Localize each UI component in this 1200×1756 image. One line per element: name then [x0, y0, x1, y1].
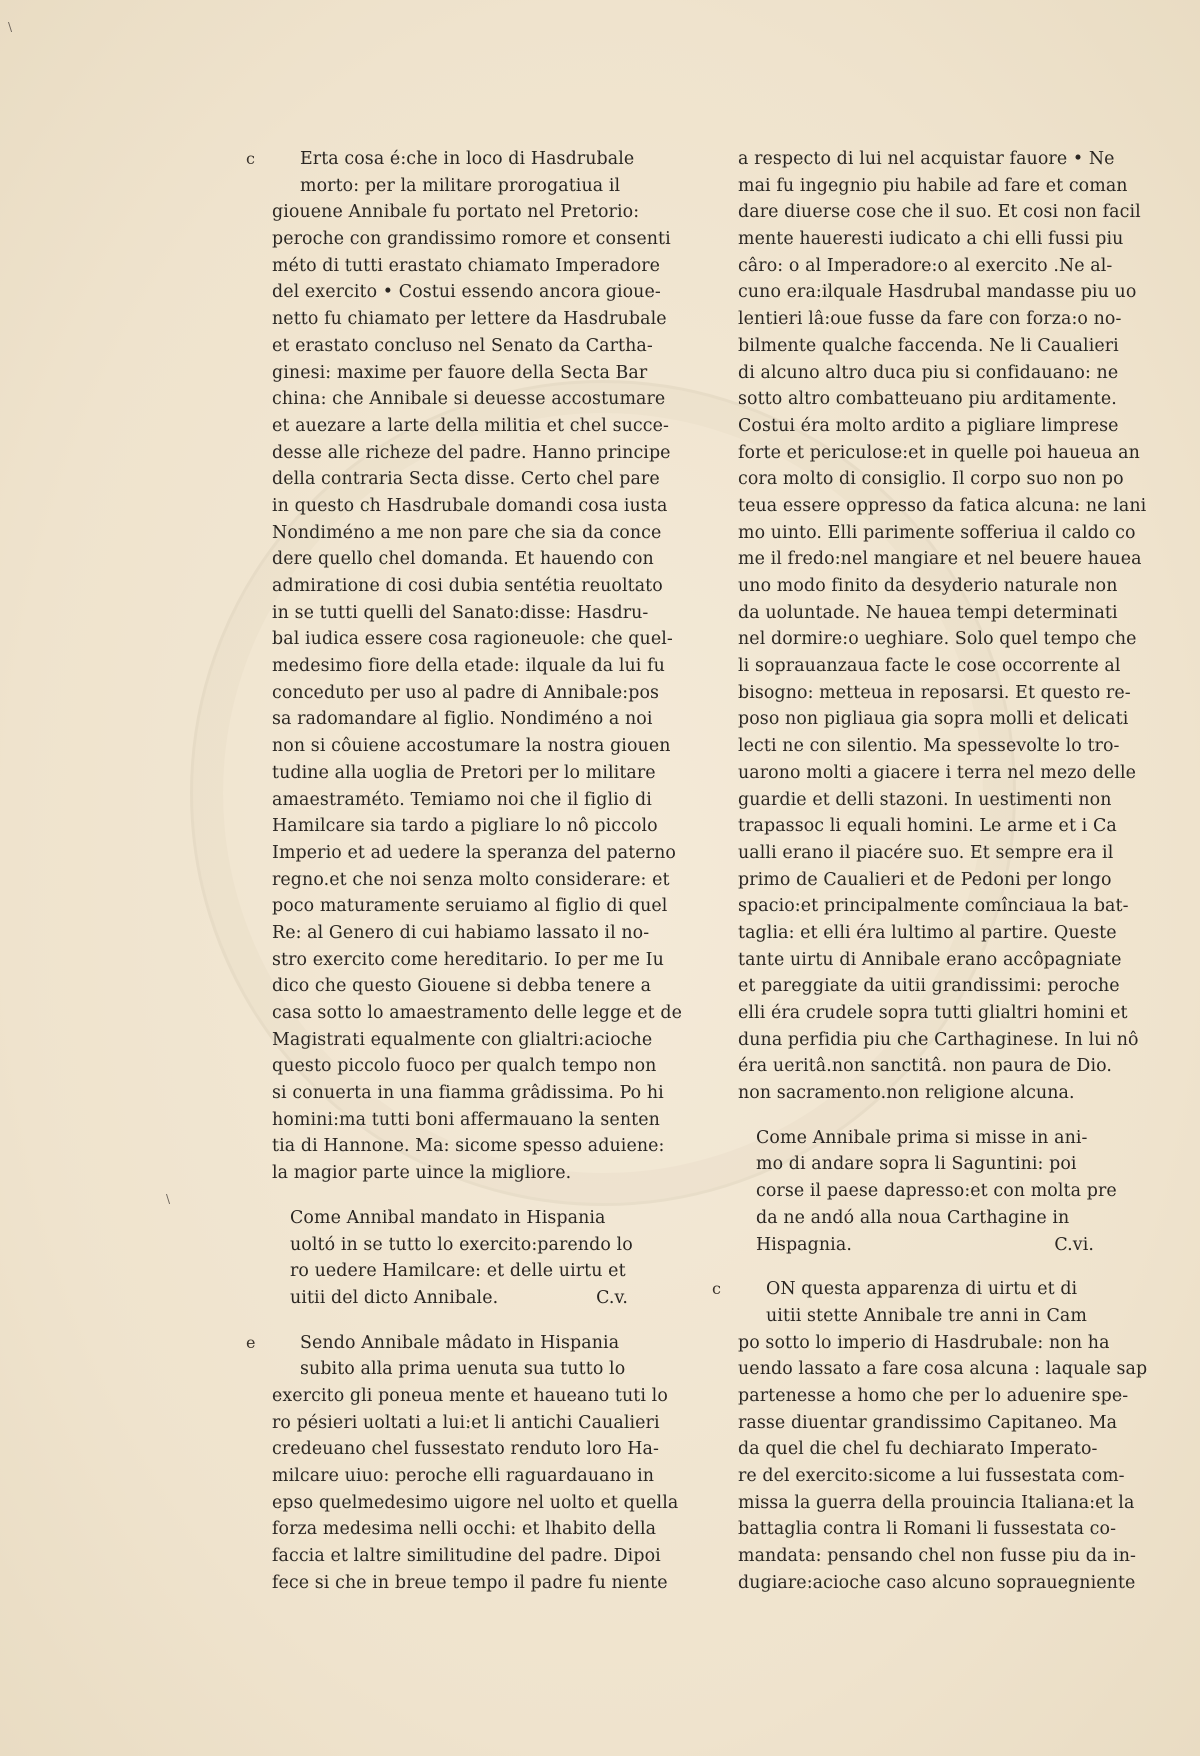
heading-line: Come Annibal mandato in Hispania: [290, 1207, 606, 1228]
heading-line-last: [738, 1232, 1110, 1259]
text-line: et auezare a larte della militia et chel succe-: [272, 415, 669, 436]
text-line: tia di Hannone. Ma: sicome spesso aduiene:: [272, 1136, 665, 1157]
left-section-2: [246, 1330, 679, 1597]
text-line: uno modo finito da desyderio naturale non: [738, 576, 1118, 596]
chapter-heading: [272, 1205, 644, 1312]
text-line: duna perfidia piu che Carthaginese. In lui nô: [738, 1029, 1139, 1050]
spacer: [738, 1258, 1110, 1276]
text-line: et pareggiate da uitii grandissimi: peroche: [738, 976, 1120, 997]
text-line: uendo lassato a fare cosa alcuna : laquale sap: [738, 1359, 1148, 1380]
text-line: di alcuno altro duca piu si confidauano: ne: [738, 362, 1119, 383]
text-line: poco maturamente seruiamo al figlio di quel: [272, 896, 668, 917]
text-line: bisogno: metteua in reposarsi. Et questo re-: [738, 682, 1131, 703]
text-line: regno.et che noi senza molto considerare: et: [272, 869, 670, 890]
text-line: desse alle richeze del padre. Hanno principe: [272, 442, 671, 463]
heading-line-text: Hispagnia.: [756, 1234, 852, 1255]
text-line: rasse diuentar grandissimo Capitaneo. Ma: [738, 1412, 1118, 1433]
left-section-1: [246, 146, 682, 1187]
text-line: subito alla prima uenuta sua tutto lo: [300, 1359, 626, 1380]
text-line: éra ueritâ.non sanctitâ. non paura de Dio.: [738, 1056, 1113, 1077]
text-line: ginesi: maxime per fauore della Secta Bar: [272, 362, 648, 383]
chapter-number: C.v.: [596, 1287, 628, 1308]
text-line: cora molto di consiglio. Il corpo suo non po: [738, 469, 1124, 490]
text-line: bilmente qualche faccenda. Ne li Caualieri: [738, 335, 1119, 356]
text-line: da quel die chel fu dechiarato Imperato-: [738, 1439, 1098, 1460]
right-section-1: [738, 146, 1147, 1107]
text-line: forza medesima nelli occhi: et lhabito della: [272, 1519, 657, 1540]
text-line: in questo ch Hasdrubale domandi cosa iusta: [272, 495, 668, 516]
text-line: mo uinto. Elli parimente sofferiua il caldo co: [738, 522, 1136, 543]
heading-line-text: uitii del dicto Annibale.: [290, 1287, 499, 1308]
text-line: china: che Annibale si deuesse accostumare: [272, 389, 666, 410]
text-line: faccia et laltre similitudine del padre. Dipoi: [272, 1546, 661, 1567]
text-line: mandata: pensando chel non fusse piu da in-: [738, 1546, 1136, 1567]
text-line: in se tutti quelli del Sanato:disse: Hasdru-: [272, 602, 649, 623]
guide-letter: e: [246, 1332, 256, 1352]
left-column: [246, 146, 682, 1596]
text-line: amaestraméto. Temiamo noi che il figlio di: [272, 789, 652, 810]
text-line: re del exercito:sicome a lui fussestata com-: [738, 1466, 1125, 1486]
text-line: sa radomandare al figlio. Nondiméno a noi: [272, 709, 653, 730]
text-line: mente haueresti iudicato a chi elli fussi piu: [738, 229, 1124, 250]
spacer: [272, 1187, 644, 1205]
text-line: uitii stette Annibale tre anni in Cam: [766, 1305, 1087, 1326]
text-line: partenesse a homo che per lo aduenire spe-: [738, 1385, 1129, 1406]
heading-line: uoltó in se tutto lo exercito:parendo lo: [290, 1234, 633, 1255]
heading-line-last: [272, 1285, 644, 1312]
text-line: cuno era:ilquale Hasdrubal mandasse piu uo: [738, 282, 1137, 303]
text-line: credeuano chel fussestato renduto loro Ha-: [272, 1439, 659, 1460]
text-line: sotto altro combatteuano piu arditamente.: [738, 389, 1117, 410]
text-line: del exercito • Costui essendo ancora gioue-: [272, 282, 661, 303]
text-line: taglia: et elli éra lultimo al partire. Queste: [738, 922, 1117, 943]
text-line: trapassoc li equali homini. Le arme et i Ca: [738, 816, 1117, 837]
text-line: non sacramento.non religione alcuna.: [738, 1083, 1075, 1104]
right-column: [712, 146, 1148, 1596]
text-line: la magior parte uince la migliore.: [272, 1163, 572, 1184]
text-line: li soprauanzaua facte le cose occorrente al: [738, 656, 1121, 677]
heading-line: Come Annibale prima si misse in ani-: [756, 1127, 1088, 1148]
text-line: netto fu chiamato per lettere da Hasdrubale: [272, 309, 667, 330]
text-line: Costui éra molto ardito a pigliare limprese: [738, 415, 1119, 436]
text-line: ro pésieri uoltati a lui:et li antichi Caualieri: [272, 1412, 660, 1433]
text-line: missa la guerra della prouincia Italiana:et la: [738, 1492, 1135, 1513]
text-line: non si côuiene accostumare la nostra giouen: [272, 736, 671, 757]
text-line: milcare uiuo: peroche elli raguardauano in: [272, 1466, 655, 1486]
text-line: Sendo Annibale mâdato in Hispania: [300, 1332, 620, 1353]
text-line: homini:ma tutti boni affermauano la senten: [272, 1109, 660, 1130]
text-line: câro: o al Imperadore:o al exercito .Ne al-: [738, 255, 1113, 276]
text-line: da uoluntade. Ne hauea tempi determinati: [738, 602, 1118, 623]
heading-line: da ne andó alla noua Carthagine in: [756, 1207, 1070, 1228]
text-line: admiratione di cosi dubia sentétia reuoltato: [272, 576, 663, 596]
right-section-2: [712, 1276, 1148, 1596]
text-line: Imperio et ad uedere la speranza del paterno: [272, 842, 676, 863]
text-line: teua essere oppresso da fatica alcuna: ne lani: [738, 495, 1147, 516]
spacer: [738, 1107, 1110, 1125]
text-line: lentieri lâ:oue fusse da fare con forza:o no-: [738, 309, 1122, 330]
text-line: giouene Annibale fu portato nel Pretorio:: [272, 202, 640, 223]
text-line: Nondiméno a me non pare che sia da conce: [272, 522, 662, 543]
text-line: méto di tutti erastato chiamato Imperadore: [272, 255, 661, 276]
text-line: ualli erano il piacére suo. Et sempre era il: [738, 842, 1114, 863]
text-line: mai fu ingegnio piu habile ad fare et coman: [738, 175, 1128, 196]
text-line: peroche con grandissimo romore et consenti: [272, 229, 671, 250]
text-line: Erta cosa é:che in loco di Hasdrubale: [300, 149, 635, 169]
text-line: dico che questo Giouene si debba tenere a: [272, 976, 652, 997]
text-line: ON questa apparenza di uirtu et di: [766, 1279, 1078, 1300]
text-line: tudine alla uoglia de Pretori per lo militare: [272, 762, 656, 783]
text-line: conceduto per uso al padre di Annibale:pos: [272, 682, 660, 703]
corner-mark: \: [8, 20, 13, 34]
text-line: casa sotto lo amaestramento delle legge et de: [272, 1003, 682, 1023]
text-line: guardie et delli stazoni. In uestimenti non: [738, 789, 1112, 810]
text-line: primo de Caualieri et de Pedoni per longo: [738, 869, 1112, 890]
text-line: a respecto di lui nel acquistar fauore • Ne: [738, 149, 1115, 169]
heading-line: corse il paese dapresso:et con molta pre: [756, 1181, 1117, 1202]
text-line: forte et periculose:et in quelle poi haueua an: [738, 442, 1140, 463]
heading-line: ro uedere Hamilcare: et delle uirtu et: [290, 1261, 626, 1282]
text-line: poso non pigliaua gia sopra molli et delicati: [738, 709, 1129, 730]
chapter-number: C.vi.: [1054, 1234, 1094, 1255]
text-line: stro exercito come hereditario. Io per me Iu: [272, 949, 664, 970]
text-line: della contraria Secta disse. Certo chel pare: [272, 469, 660, 490]
text-line: bal iudica essere cosa ragioneuole: che quel-: [272, 629, 673, 650]
margin-mark: \: [166, 1192, 171, 1206]
text-line: et erastato concluso nel Senato da Cartha-: [272, 335, 653, 356]
text-line: epso quelmedesimo uigore nel uolto et quella: [272, 1492, 679, 1513]
text-line: tante uirtu di Annibale erano accôpagniate: [738, 949, 1122, 970]
text-line: dugiare:acioche caso alcuno soprauegniente: [738, 1572, 1136, 1593]
text-line: morto: per la militare prorogatiua il: [300, 175, 621, 196]
text-line: Magistrati equalmente con glialtri:acioche: [272, 1029, 653, 1050]
text-line: medesimo fiore della etade: ilquale da lui fu: [272, 656, 665, 677]
text-line: fece si che in breue tempo il padre fu niente: [272, 1572, 668, 1593]
text-line: lecti ne con silentio. Ma spessevolte lo tro-: [738, 736, 1120, 757]
text-line: questo piccolo fuoco per qualch tempo non: [272, 1056, 657, 1077]
chapter-heading: [738, 1125, 1117, 1258]
text-line: dare diuerse cose che il suo. Et cosi non facil: [738, 202, 1141, 223]
text-line: po sotto lo imperio di Hasdrubale: non ha: [738, 1332, 1110, 1353]
text-line: elli éra crudele sopra tutti glialtri homini et: [738, 1003, 1128, 1023]
text-line: exercito gli poneua mente et haueano tuti lo: [272, 1385, 668, 1406]
text-line: nel dormire:o ueghiare. Solo quel tempo che: [738, 629, 1137, 650]
guide-letter: c: [246, 149, 256, 168]
text-line: me il fredo:nel mangiare et nel beuere hauea: [738, 549, 1142, 570]
text-line: Re: al Genero di cui habiamo lassato il no-: [272, 922, 650, 943]
text-line: spacio:et principalmente comînciaua la bat-: [738, 896, 1129, 917]
guide-letter: c: [712, 1279, 722, 1299]
text-line: si conuerta in una fiamma grâdissima. Po hi: [272, 1083, 664, 1104]
spacer: [272, 1312, 644, 1330]
text-line: Hamilcare sia tardo a pigliare lo nô piccolo: [272, 816, 658, 837]
text-line: uarono molti a giacere i terra nel mezo delle: [738, 762, 1137, 783]
text-line: battaglia contra li Romani li fussestata co-: [738, 1519, 1117, 1540]
heading-line: mo di andare sopra li Saguntini: poi: [756, 1154, 1077, 1175]
text-line: dere quello chel domanda. Et hauendo con: [272, 549, 654, 570]
